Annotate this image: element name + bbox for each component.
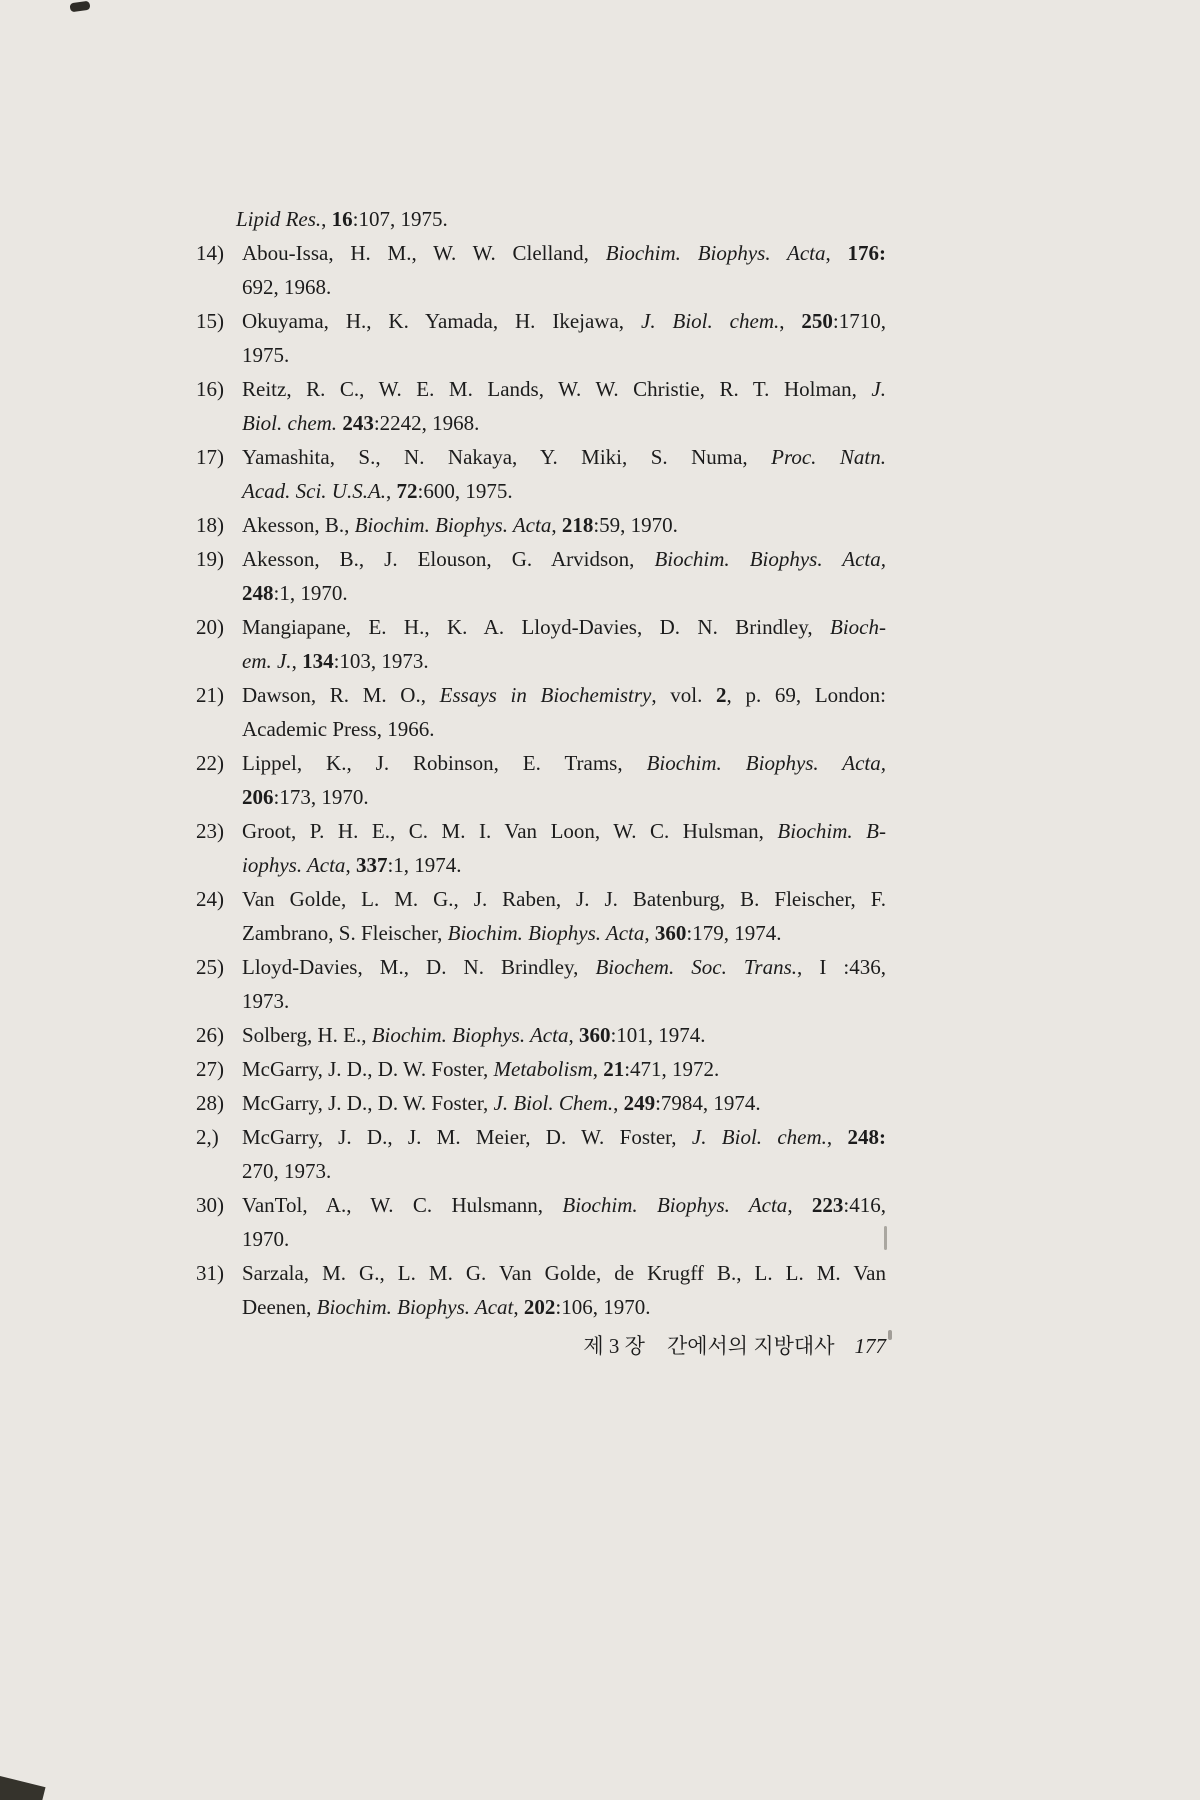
reference-line [196,508,886,542]
reference-text: , [826,1125,848,1149]
journal-title: Bioch- [830,615,886,639]
reference-line [196,1256,886,1290]
reference-entry [196,508,886,542]
reference-number: 21) [196,683,224,707]
reference-text: Groot, P. H. E., C. M. I. Van Loon, W. C. Hulsman, [242,819,778,843]
scan-artifact [0,1774,46,1800]
reference-text: , [787,1193,812,1217]
reference-number: 14) [196,241,224,265]
reference-text: :107, 1975. [352,207,448,231]
reference-number: 23) [196,819,224,843]
reference-text: , [613,1091,624,1115]
reference-text: Abou-Issa, H. M., W. W. Clelland, [242,241,606,265]
reference-number: 17) [196,445,224,469]
journal-title: Biochim. Biophys. Acta, [654,547,886,571]
reference-text: VanTol, A., W. C. Hulsmann, [242,1193,563,1217]
volume-number: 250 [801,309,833,333]
reference-text: 270, 1973. [242,1159,332,1183]
reference-entry [196,440,886,508]
reference-text: , [825,241,848,265]
reference-number: 25) [196,955,224,979]
reference-line [196,1086,886,1120]
reference-line [196,1018,886,1052]
volume-number: 248: [847,1125,886,1149]
volume-number: 360 [578,1023,611,1047]
reference-number: 30) [196,1193,224,1217]
reference-number: 28) [196,1091,224,1115]
journal-title: Biochim. B- [777,819,886,843]
volume-number: 2 [716,683,727,707]
volume-number: 337 [355,853,388,877]
reference-line [196,440,886,474]
volume-number: 248 [242,581,274,605]
reference-line [196,882,886,916]
reference-number: 24) [196,887,224,911]
scan-artifact [69,1,90,13]
reference-text: Akesson, B., [242,513,355,537]
reference-text: :1, 1970. [273,581,348,605]
volume-number: 206 [242,785,274,809]
reference-line [196,814,886,848]
journal-title: J. [871,377,886,401]
reference-entry [196,1018,886,1052]
reference-text: Sarzala, M. G., L. M. G. Van Golde, de Krugff B., L. L. M. Van [242,1261,886,1285]
reference-entry [196,1256,886,1324]
reference-line [196,1188,886,1222]
reference-text: , I :436, [797,955,887,979]
reference-text: :1710, [832,309,887,333]
reference-text: , [779,309,802,333]
reference-line [196,746,886,780]
reference-entry [196,372,886,440]
reference-text: Mangiapane, E. H., K. A. Lloyd-Davies, D. N. Brindley, [242,615,831,639]
reference-text: Yamashita, S., N. Nakaya, Y. Miki, S. Numa, [242,445,772,469]
reference-text: :179, 1974. [686,921,782,945]
reference-number: 27) [196,1057,224,1081]
reference-line [242,406,886,440]
reference-number: 18) [196,513,224,537]
reference-line [196,372,886,406]
reference-text: 1970. [242,1227,290,1251]
reference-text: Dawson, R. M. O., [242,683,440,707]
reference-text: , [386,479,397,503]
reference-line [196,1052,886,1086]
reference-line [196,304,887,338]
volume-number: 16 [331,207,353,231]
journal-title: Proc. Natn. [771,445,886,469]
journal-title: Biochim. Biophys. Acta [447,921,645,945]
reference-text: , [345,853,356,877]
page-number: 177 [854,1334,886,1358]
journal-title: em. J. [242,649,292,673]
chapter-label: 제 3 장 [583,1334,645,1358]
volume-number: 202 [523,1295,556,1319]
reference-line [242,916,886,950]
reference-text: 1973. [242,989,290,1013]
journal-title: J. Biol. chem. [641,309,780,333]
reference-line [196,610,886,644]
reference-line [242,780,886,814]
reference-text: , [644,921,655,945]
reference-text: :1, 1974. [387,853,462,877]
reference-entry [196,950,886,1018]
reference-entry [196,1052,886,1086]
reference-carryover [196,202,886,236]
reference-line [196,678,886,712]
reference-text: , [513,1295,524,1319]
reference-text: , p. 69, London: [726,683,886,707]
reference-text: Reitz, R. C., W. E. M. Lands, W. W. Christie, R. T. Holman, [242,377,872,401]
reference-text: , [592,1057,604,1081]
volume-number: 243 [342,411,374,435]
reference-line [242,1154,886,1188]
reference-line [242,1290,886,1324]
volume-number: 249 [623,1091,656,1115]
journal-title: Biochim. Biophys. Acat [316,1295,514,1319]
reference-number: 2,) [196,1125,219,1149]
reference-text: :101, 1974. [610,1023,706,1047]
journal-title: Metabolism [493,1057,593,1081]
reference-number: 22) [196,751,224,775]
reference-text: McGarry, J. D., D. W. Foster, [242,1091,494,1115]
reference-text: , [568,1023,579,1047]
reference-text: Zambrano, S. Fleischer, [242,921,448,945]
reference-line [196,236,887,270]
volume-number: 218 [561,513,594,537]
chapter-title: 간에서의 지방대사 [666,1334,835,1358]
volume-number: 360 [654,921,687,945]
volume-number: 72 [396,479,418,503]
journal-title: Biochim. Biophys. Acta [354,513,552,537]
reference-line [242,474,886,508]
reference-text: Lippel, K., J. Robinson, E. Trams, [242,751,647,775]
reference-text: Deenen, [242,1295,317,1319]
reference-text: , [551,513,562,537]
reference-line [242,270,886,304]
scan-artifact [884,1226,887,1250]
reference-number: 31) [196,1261,224,1285]
volume-number: 134 [302,649,334,673]
journal-title: Biochim. Biophys. Acta [371,1023,569,1047]
reference-line [242,644,886,678]
reference-line [242,712,886,746]
reference-text: Van Golde, L. M. G., J. Raben, J. J. Batenburg, B. Fleischer, F. [242,887,886,911]
reference-line [242,984,886,1018]
reference-text: :7984, 1974. [655,1091,761,1115]
reference-text: :2242, 1968. [373,411,480,435]
volume-number: 176: [847,241,887,265]
journal-title: J. Biol. Chem. [493,1091,614,1115]
reference-text: :471, 1972. [624,1057,720,1081]
reference-text: McGarry, J. D., D. W. Foster, [242,1057,494,1081]
reference-text: :106, 1970. [555,1295,651,1319]
reference-text: 692, 1968. [242,275,332,299]
reference-entry [196,304,886,372]
reference-number: 16) [196,377,224,401]
reference-entry [196,610,886,678]
journal-title: Essays in Biochemistry [439,683,652,707]
reference-number: 19) [196,547,224,571]
reference-entry [196,746,886,814]
reference-text: Solberg, H. E., [242,1023,372,1047]
reference-text: , [321,207,332,231]
volume-number: 21 [603,1057,625,1081]
reference-text: , vol. [651,683,717,707]
journal-title: Biochim. Biophys. Acta [562,1193,788,1217]
reference-number: 26) [196,1023,224,1047]
reference-entry [196,1086,886,1120]
reference-entry [196,814,886,882]
reference-entry [196,236,886,304]
reference-text: :103, 1973. [333,649,429,673]
reference-entry [196,1188,886,1256]
reference-entry [196,882,886,950]
reference-text: :173, 1970. [273,785,369,809]
journal-title: iophys. Acta [242,853,346,877]
reference-text: Academic Press, 1966. [242,717,435,741]
reference-line [242,848,886,882]
journal-title: Acad. Sci. U.S.A. [242,479,387,503]
reference-text: :600, 1975. [417,479,513,503]
reference-line [196,950,887,984]
reference-text: :59, 1970. [593,513,678,537]
journal-title: J. Biol. chem. [691,1125,827,1149]
scan-artifact [888,1330,892,1340]
reference-text: Okuyama, H., K. Yamada, H. Ikejawa, [242,309,641,333]
reference-entry [196,678,886,746]
carryover-line [236,202,886,236]
journal-title: Biochem. Soc. Trans. [595,955,798,979]
reference-line [242,576,886,610]
reference-text: McGarry, J. D., J. M. Meier, D. W. Foster, [242,1125,692,1149]
reference-line [196,1120,886,1154]
reference-list [196,202,886,1324]
journal-title: Lipid Res. [236,207,322,231]
reference-entry [196,542,886,610]
reference-text: Akesson, B., J. Elouson, G. Arvidson, [242,547,655,571]
reference-entry [196,1120,886,1188]
reference-text: :416, [843,1193,886,1217]
reference-text: 1975. [242,343,290,367]
volume-number: 223 [811,1193,844,1217]
reference-text: , [291,649,303,673]
journal-title: Biochim. Biophys. Acta, [646,751,886,775]
journal-title: Biochim. Biophys. Acta [605,241,826,265]
reference-text: Lloyd-Davies, M., D. N. Brindley, [242,955,596,979]
reference-line [196,542,886,576]
page-footer [0,1330,886,1362]
reference-number: 15) [196,309,224,333]
reference-line [242,1222,886,1256]
journal-title: Biol. chem. [242,411,338,435]
reference-line [242,338,886,372]
reference-number: 20) [196,615,224,639]
